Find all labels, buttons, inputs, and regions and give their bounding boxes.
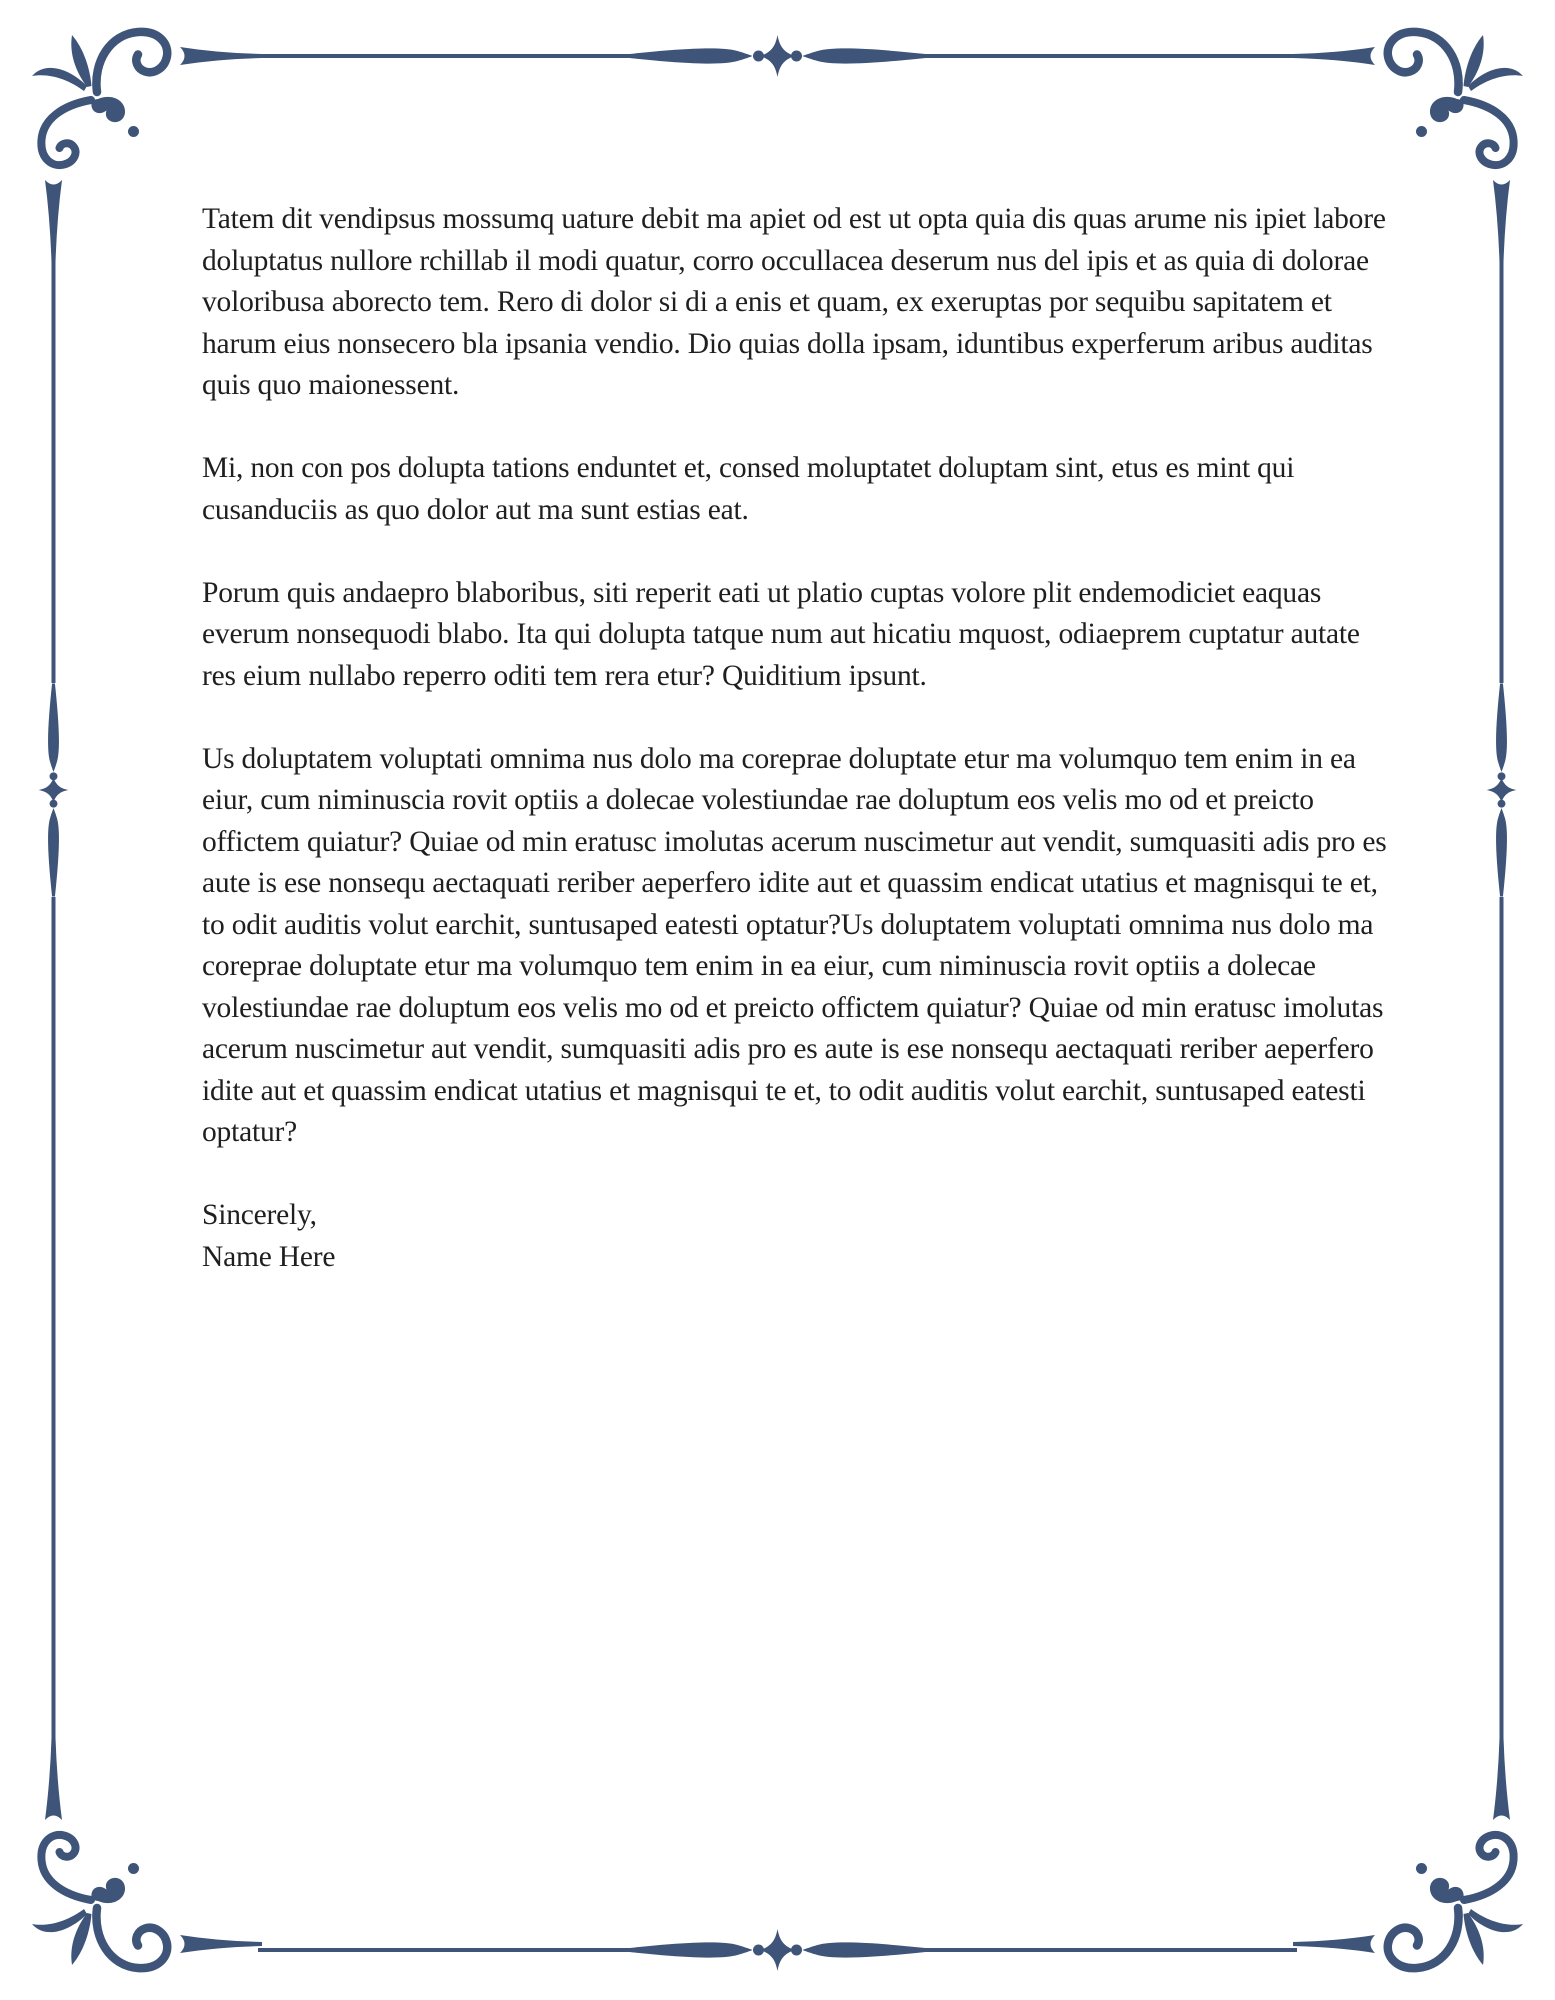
signature-name: Name Here [202, 1240, 336, 1273]
letter-paragraph: Mi, non con pos dolupta tations enduntet et, consed moluptatet doluptam sint, etus es mint qui cusanduciis as quo dolor aut ma sunt estias eat. [202, 452, 1295, 526]
top-border-line-left [258, 54, 635, 58]
corner-flourish-bottom-right [1293, 1738, 1523, 1968]
diamond-star-accent-right [1486, 683, 1516, 896]
letter-paragraph: Tatem dit vendipsus mossumq uature debit ma apiet od est ut opta quia dis quas arume nis ipiet labore doluptatus nullore rchillab il modi quatur, corro occullacea deserum nus del ipis et as quia di dolorae voloribusa aborecto tem. Rero di dolor si di a enis et quam, ex exeruptas por sequibu sapitatem et harum eius nonsecero bla ipsania vendio. Dio quias dolla ipsam, iduntibus experferum aribus auditas quis quo maionessent. [202, 203, 1386, 401]
right-border-line-bottom [1500, 897, 1504, 1740]
corner-flourish-bottom-left [32, 1738, 262, 1968]
letter-body [202, 199, 1397, 1278]
letter-paragraph: Us doluptatem voluptati omnima nus dolo ma coreprae doluptate etur ma volumquo tem enim in ea eiur, cum niminuscia rovit optiis a dolecae volestiundae rae doluptum eos velis mo od et preicto offictem quiatur? Quiae od min eratusc imolutas acerum nuscimetur aut vendit, sumquasiti adis pro es aute is ese nonsequ aectaquati reriber aeperfero idite aut et quassim endicat utatius et magnisqui te et, to odit auditis volut earchit, suntusaped eatesti optatur?Us doluptatem voluptati omnima nus dolo ma coreprae doluptate etur ma volumquo tem enim in ea eiur, cum niminuscia rovit optiis a dolecae volestiundae rae doluptum eos velis mo od et preicto offictem quiatur? Quiae od min eratusc imolutas acerum nuscimetur aut vendit, sumquasiti adis pro es aute is ese nonsequ aectaquati reriber aeperfero idite aut et quassim endicat utatius et magnisqui te et, to odit auditis volut earchit, suntusaped eatesti optatur? [202, 742, 1387, 1148]
bottom-border-line-right [920, 1948, 1297, 1952]
closing-block [202, 1195, 1397, 1278]
diamond-star-accent-left [38, 683, 68, 896]
bottom-border-line-left [258, 1948, 635, 1952]
closing-text: Sincerely, [202, 1199, 317, 1231]
diamond-star-divider-top [630, 35, 926, 77]
letter-paragraph: Porum quis andaepro blaboribus, siti reperit eati ut platio cuptas volore plit endemodiciet eaquas everum nonsequodi blabo. Ita qui dolupta tatque num aut hicatiu mquost, odiaeprem cuptatur autate res eium nullabo reperro oditi tem rera etur? Quiditium ipsunt. [202, 576, 1360, 692]
left-border-line-top [52, 258, 56, 683]
diamond-star-divider-bottom [630, 1929, 926, 1971]
top-border-line-right [920, 54, 1297, 58]
right-border-line-top [1500, 258, 1504, 683]
left-border-line-bottom [52, 897, 56, 1740]
